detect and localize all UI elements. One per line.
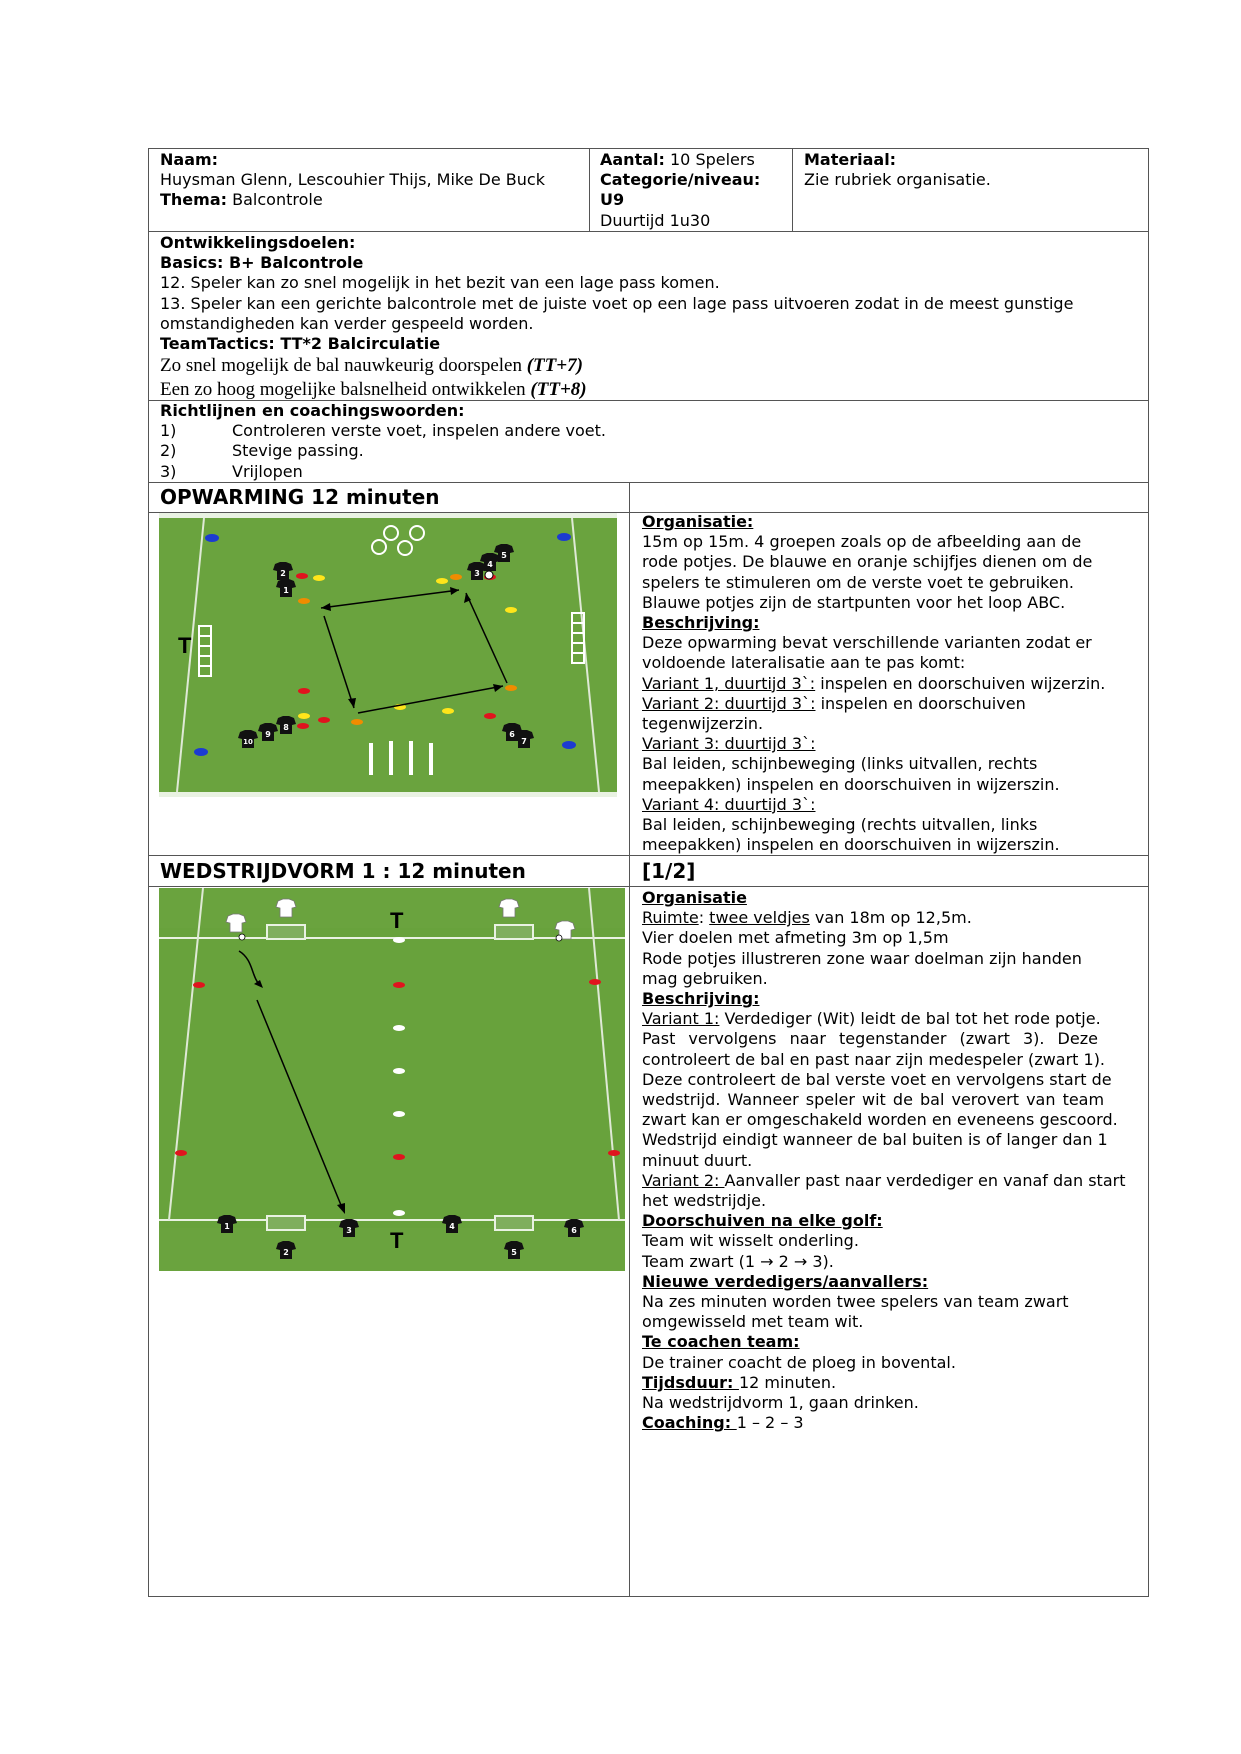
text-line: mag gebruiken. <box>642 968 768 988</box>
naam-cell <box>160 150 590 211</box>
player-number: 1 <box>283 586 289 595</box>
basics-heading: Basics: B+ Balcontrole <box>160 253 364 273</box>
variant-1 <box>642 674 1142 694</box>
tijdsduur-line <box>642 1373 1142 1393</box>
aantal-label: Aantal: <box>600 150 665 169</box>
doelen-cell <box>160 233 1140 402</box>
richtlijnen-cell <box>160 401 1140 482</box>
header-divider-1 <box>589 148 590 232</box>
richtlijn-text: Vrijlopen <box>232 461 303 481</box>
materiaal-label: Materiaal: <box>804 150 897 169</box>
organisatie-heading: Organisatie: <box>642 512 754 531</box>
text-line: Na zes minuten worden twee spelers van team zwart <box>642 1292 1069 1312</box>
variant-label: Variant 4: duurtijd 3`: <box>642 794 816 814</box>
opwarming-field <box>159 513 617 797</box>
richtlijnen-title: Richtlijnen en coachingswoorden: <box>160 401 465 420</box>
text-line: Wedstrijd eindigt wanneer de bal buiten is of langer dan 1 <box>642 1130 1108 1150</box>
nieuwe-heading: Nieuwe verdedigers/aanvallers: <box>642 1271 929 1291</box>
text-line: Deze controleert de bal verste voet en vervolgens start de <box>642 1069 1112 1089</box>
richtlijn-num: 2) <box>160 441 177 461</box>
richtlijn-num: 3) <box>160 461 177 481</box>
text-line: spelers te stimuleren om de verste voet te gebruiken. <box>642 572 1074 592</box>
tt8-line <box>160 378 1140 402</box>
player-number: 2 <box>280 569 286 578</box>
ruimte-rest: van 18m op 12,5m. <box>809 908 972 928</box>
wedstrijd-title-divider <box>629 855 630 887</box>
tt8-text: Een zo hoog mogelijke balsnelheid ontwikkelen <box>160 379 531 401</box>
variant-text: inspelen en doorschuiven wijzerzin. <box>815 673 1106 693</box>
materiaal-value: Zie rubriek organisatie. <box>804 170 991 190</box>
ruimte-label: Ruimte <box>642 908 699 928</box>
text-line: Bal leiden, schijnbeweging (links uitvallen, rechts <box>642 754 1038 774</box>
categorie-value: U9 <box>600 190 625 210</box>
text-line: Na wedstrijdvorm 1, gaan drinken. <box>642 1393 919 1413</box>
variant-label: Variant 3: duurtijd 3`: <box>642 734 816 754</box>
text-line: Past vervolgens naar tegenstander (zwart 3). Deze <box>642 1029 1098 1049</box>
header-divider-2 <box>792 148 793 232</box>
text-line: meepakken) inspelen en doorschuiven in wijzerszin. <box>642 774 1060 794</box>
variant-2 <box>642 1171 1142 1191</box>
text-line: Team zwart (1 → 2 → 3). <box>642 1251 834 1271</box>
coach-team-heading: Te coachen team: <box>642 1332 800 1352</box>
variant-label: Variant 1: <box>642 1009 720 1029</box>
beschrijving-heading: Beschrijving: <box>642 989 760 1009</box>
text-line: tegenwijzerzin. <box>642 714 764 734</box>
variant-1 <box>642 1009 1142 1029</box>
richtlijn-text: Controleren verste voet, inspelen andere voet. <box>232 421 606 441</box>
text-line: minuut duurt. <box>642 1150 753 1170</box>
richtlijn-item <box>160 441 1140 461</box>
doelen-title: Ontwikkelingsdoelen: <box>160 233 356 252</box>
wedstrijd-text <box>642 888 1142 1433</box>
variant-text: Verdediger (Wit) leidt de bal tot het rode potje. <box>719 1009 1101 1029</box>
naam-label: Naam: <box>160 150 219 169</box>
categorie-label: Categorie/niveau: <box>600 170 761 190</box>
variant-label: Variant 2: duurtijd 3`: <box>642 693 816 713</box>
text-line: Vier doelen met afmeting 3m op 1,5m <box>642 928 949 948</box>
aantal-cell <box>600 150 780 231</box>
richtlijn-item <box>160 421 1140 441</box>
trainer-marker: T <box>178 633 192 658</box>
trainer-marker: T <box>390 908 404 933</box>
text-line: wedstrijd. Wanneer speler wit de bal verovert van team <box>642 1090 1105 1110</box>
player-number: 10 <box>243 738 253 746</box>
tt7-text: Zo snel mogelijk de bal nauwkeurig doorspelen <box>160 355 527 377</box>
variant-2 <box>642 694 1142 714</box>
coaching-value: 1 – 2 – 3 <box>736 1413 804 1433</box>
doorschuiven-heading: Doorschuiven na elke golf: <box>642 1211 883 1231</box>
text-line: omgewisseld met team wit. <box>642 1312 864 1332</box>
wedstrijd-field <box>159 888 625 1271</box>
richtlijn-num: 1) <box>160 421 177 441</box>
opwarming-text <box>642 512 1142 855</box>
organisatie-heading: Organisatie <box>642 888 747 907</box>
thema-label: Thema: <box>160 190 228 210</box>
duurtijd: Duurtijd 1u30 <box>600 210 711 230</box>
opwarming-diagram <box>159 513 617 797</box>
player-number: 9 <box>265 730 271 739</box>
text-line: Team wit wisselt onderling. <box>642 1231 859 1251</box>
player-number: 6 <box>571 1226 577 1235</box>
wedstrijd-title: WEDSTRIJDVORM 1 : 12 minuten <box>160 859 526 883</box>
text-line: 15m op 15m. 4 groepen zoals op de afbeelding aan de <box>642 532 1082 552</box>
player-number: 3 <box>474 569 480 578</box>
player-number: 5 <box>501 551 507 560</box>
text-line: meepakken) inspelen en doorschuiven in wijzerszin. <box>642 835 1060 855</box>
text-line: Bal leiden, schijnbeweging (rechts uitvallen, links <box>642 815 1038 835</box>
player-number: 8 <box>283 723 289 732</box>
coaching-label: Coaching: <box>642 1413 737 1433</box>
trainer-marker: T <box>390 1228 404 1253</box>
player-number: 2 <box>283 1248 289 1257</box>
wedstrijd-page: [1/2] <box>642 859 696 883</box>
text-line: zwart kan er omgeschakeld worden en eveneens gescoord. <box>642 1110 1118 1130</box>
doel-13a: 13. Speler kan een gerichte balcontrole met de juiste voet op een lage pass uitvoeren zodat in de meest gunstige <box>160 293 1074 313</box>
opwarming-title-divider <box>629 482 630 513</box>
richtlijn-text: Stevige passing. <box>232 441 364 461</box>
player-number: 3 <box>346 1226 352 1235</box>
text-line: voldoende lateralisatie aan te pas komt: <box>642 653 966 673</box>
tijdsduur-value: 12 minuten. <box>738 1372 837 1392</box>
variant-text: Aanvaller past naar verdediger en vanaf dan start <box>724 1170 1126 1190</box>
tt7-line <box>160 354 1140 378</box>
text-line: Blauwe potjes zijn de startpunten voor het loop ABC. <box>642 592 1066 612</box>
variant-label: Variant 1, duurtijd 3`: <box>642 673 816 693</box>
text-line: Rode potjes illustreren zone waar doelman zijn handen <box>642 948 1082 968</box>
player-number: 4 <box>449 1222 455 1231</box>
player-number: 5 <box>511 1248 517 1257</box>
text-line: het wedstrijdje. <box>642 1191 767 1211</box>
beschrijving-heading: Beschrijving: <box>642 613 760 633</box>
player-number: 4 <box>487 560 493 569</box>
naam-value: Huysman Glenn, Lescouhier Thijs, Mike De Buck <box>160 170 545 190</box>
ruimte-underlined: twee veldjes <box>709 908 810 928</box>
variant-label: Variant 2: <box>642 1170 725 1190</box>
richtlijn-item <box>160 462 1140 482</box>
text-line: rode potjes. De blauwe en oranje schijfjes dienen om de <box>642 552 1093 572</box>
thema-value: Balcontrole <box>232 190 323 210</box>
text-line: Deze opwarming bevat verschillende varianten zodat er <box>642 633 1092 653</box>
player-number: 6 <box>509 730 515 739</box>
tt8-code: (TT+8) <box>530 379 587 401</box>
ruimte-line <box>642 908 1142 928</box>
player-number: 1 <box>224 1222 230 1231</box>
wedstrijd-divider <box>629 886 630 1597</box>
teamtactics-heading: TeamTactics: TT*2 Balcirculatie <box>160 334 441 354</box>
aantal-value: 10 Spelers <box>670 150 755 169</box>
text-line: De trainer coacht de ploeg in bovental. <box>642 1352 956 1372</box>
opwarming-divider <box>629 512 630 856</box>
ruimte-colon: : <box>698 908 710 928</box>
doel-12: 12. Speler kan zo snel mogelijk in het bezit van een lage pass komen. <box>160 273 720 293</box>
tijdsduur-label: Tijdsduur: <box>642 1372 739 1392</box>
variant-text: inspelen en doorschuiven <box>815 693 1026 713</box>
tt7-code: (TT+7) <box>526 355 583 377</box>
wedstrijd-diagram <box>159 888 625 1271</box>
player-number: 7 <box>521 737 527 746</box>
coaching-line <box>642 1413 1142 1433</box>
materiaal-cell <box>804 150 1134 190</box>
opwarming-title: OPWARMING 12 minuten <box>160 485 440 509</box>
text-line: controleert de bal en past naar zijn medespeler (zwart 1). <box>642 1049 1106 1069</box>
doel-13b: omstandigheden kan verder gespeeld worden. <box>160 313 534 333</box>
